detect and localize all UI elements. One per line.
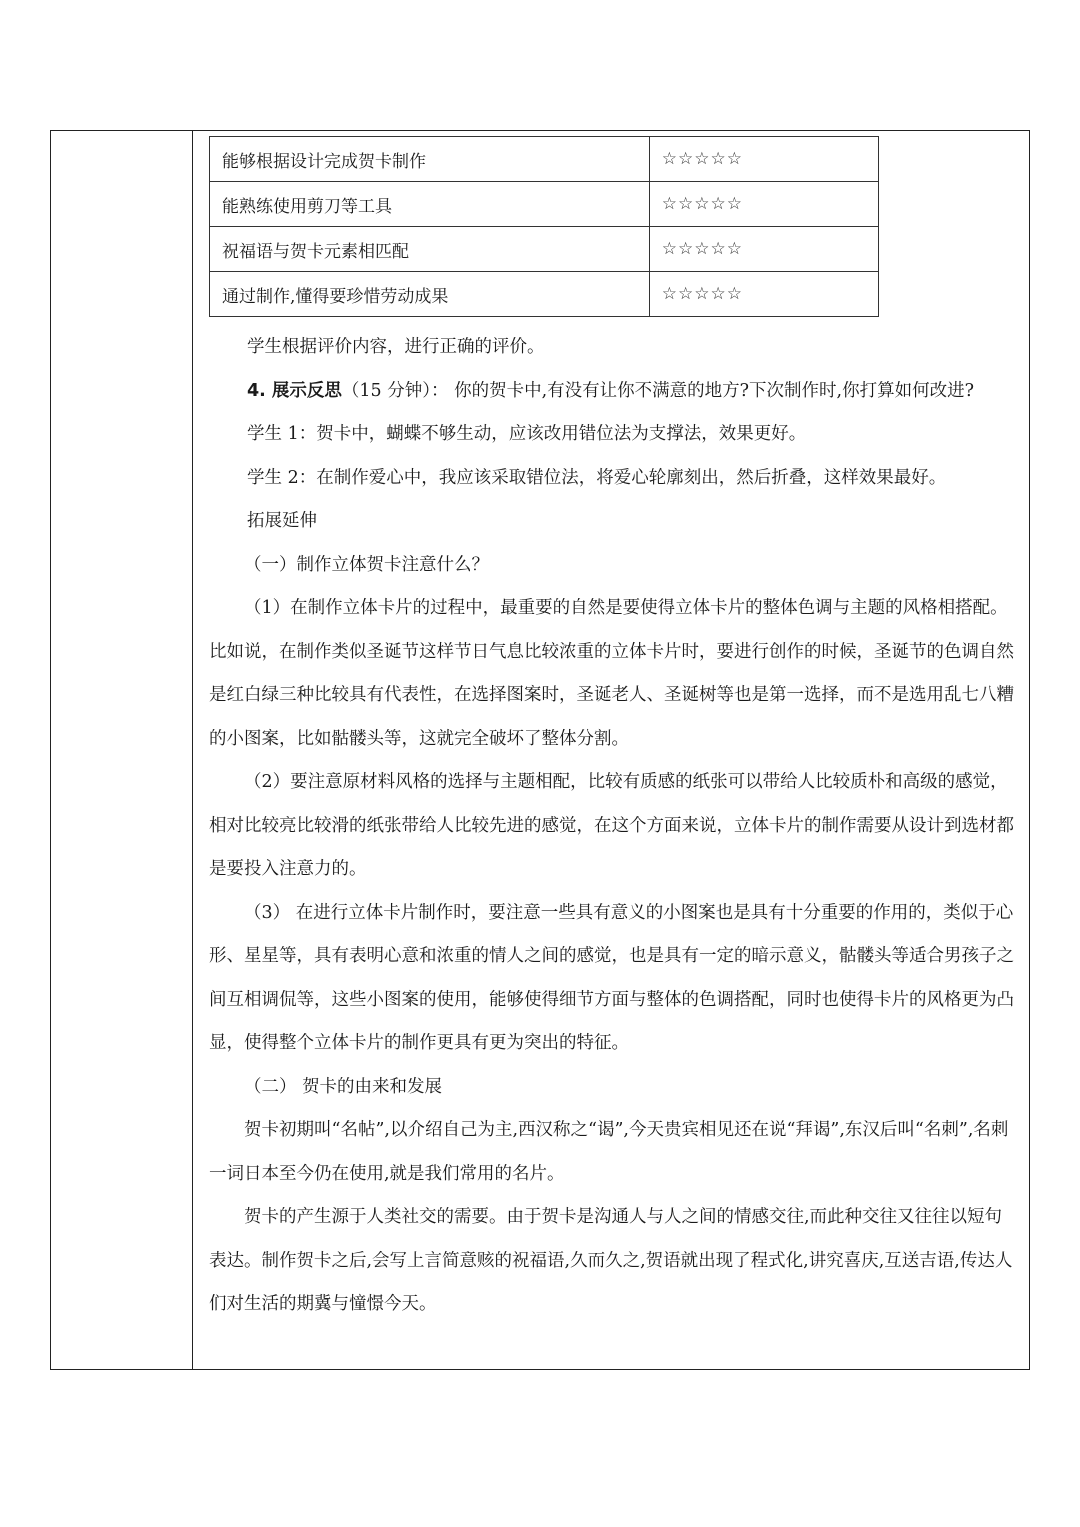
star-rating: ☆☆☆☆☆ [649, 137, 878, 182]
history1-paragraph: 贺卡初期叫“名帖”,以介绍自己为主,西汉称之“谒”,今天贵宾相见还在说“拜谒”,东汉后叫“名刺”,名刺一词日本至今仍在使用,就是我们常用的名片。 [209, 1120, 1009, 1184]
point2-paragraph: （2）要注意原材料风格的选择与主题相配，比较有质感的纸张可以带给人比较质朴和高级的感觉，相对比较亮比较滑的纸张带给人比较先进的感觉，在这个方面来说，立体卡片的制作需要从设计到选材都是要投入注意力的。 [209, 772, 1014, 879]
evaluation-table [209, 136, 879, 317]
left-column-cell [51, 131, 193, 1369]
section4-heading: 4. 展示反思 [247, 380, 342, 401]
student1-response: 学生 1：贺卡中，蝴蝶不够生动，应该改用错位法为支撑法，效果更好。 [247, 424, 807, 444]
table-row [210, 182, 879, 227]
point3-paragraph: （3） 在进行立体卡片制作时，要注意一些具有意义的小图案也是具有十分重要的作用的，类似于心形、星星等，具有表明心意和浓重的情人之间的感觉，也是具有一定的暗示意义，骷髅头等适合男孩子之间互相调侃等，这些小图案的使用，能够使得细节方面与整体的色调搭配，同时也使得卡片的风格更为凸显，使得整个立体卡片的制作更具有更为突出的特征。 [209, 902, 1014, 1053]
subsection1-title: （一）制作立体贺卡注意什么？ [244, 554, 489, 575]
criterion-cell: 能熟练使用剪刀等工具 [210, 182, 650, 227]
section4-paragraph [209, 370, 1015, 414]
section4-question: 你的贺卡中,有没有让你不满意的地方?下次制作时,你打算如何改进? [454, 380, 974, 401]
table-row [210, 137, 879, 182]
criterion-cell: 祝福语与贺卡元素相匹配 [210, 227, 650, 272]
eval-note: 学生根据评价内容，进行正确的评价。 [247, 337, 545, 357]
table-row [210, 272, 879, 317]
extension-title: 拓展延伸 [247, 511, 317, 531]
criterion-cell: 通过制作,懂得要珍惜劳动成果 [210, 272, 650, 317]
history2-paragraph: 贺卡的产生源于人类社交的需要。由于贺卡是沟通人与人之间的情感交往,而此种交往又往往以短句表达。制作贺卡之后,会写上言简意赅的祝福语,久而久之,贺语就出现了程式化,讲究喜庆,互送吉语,传达人们对生活的期冀与憧憬今天。 [209, 1207, 1013, 1314]
lesson-body-text [209, 326, 1015, 1327]
section4-time: （15 分钟）： [341, 380, 449, 401]
content-cell [193, 131, 1029, 1369]
subsection2-title: （二） 贺卡的由来和发展 [244, 1076, 443, 1097]
lesson-table [50, 130, 1030, 1370]
star-rating: ☆☆☆☆☆ [649, 272, 878, 317]
star-rating: ☆☆☆☆☆ [649, 227, 878, 272]
student2-response: 学生 2：在制作爱心中，我应该采取错位法，将爱心轮廓刻出，然后折叠，这样效果最好。 [247, 467, 947, 488]
criterion-cell: 能够根据设计完成贺卡制作 [210, 137, 650, 182]
point1-paragraph: （1）在制作立体卡片的过程中，最重要的自然是要使得立体卡片的整体色调与主题的风格相搭配。比如说，在制作类似圣诞节这样节日气息比较浓重的立体卡片时，要进行创作的时候，圣诞节的色调自然是红白绿三种比较具有代表性，在选择图案时，圣诞老人、圣诞树等也是第一选择，而不是选用乱七八糟的小图案，比如骷髅头等，这就完全破坏了整体分割。 [209, 598, 1014, 749]
table-row [210, 227, 879, 272]
star-rating: ☆☆☆☆☆ [649, 182, 878, 227]
